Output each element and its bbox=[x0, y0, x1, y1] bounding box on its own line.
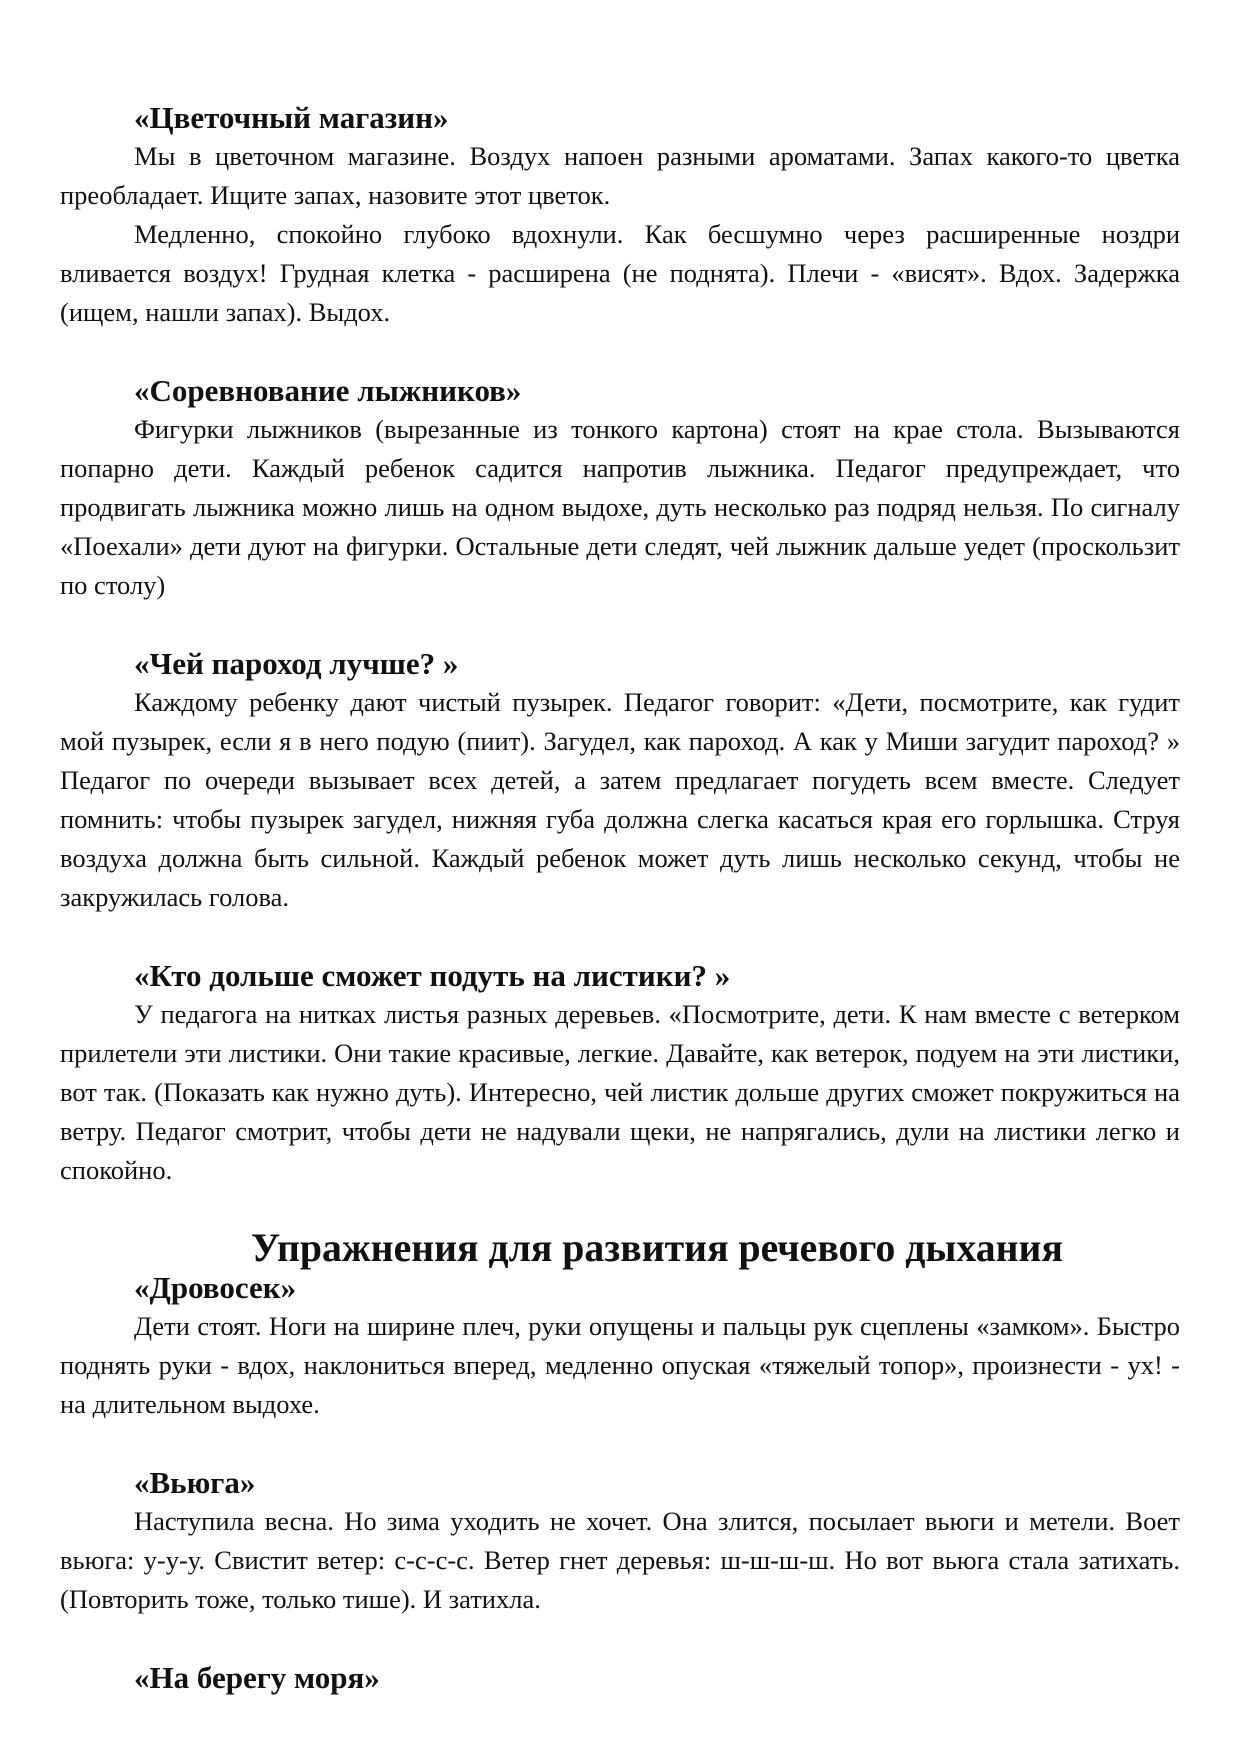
exercise-paragraph: Фигурки лыжников (вырезанные из тонкого картона) стоят на крае стола. Вызываются попарно дети. Каждый ребенок садится напротив лыжника. Педагог предупреждает, что продвигать лыжника можно лишь на одном выдохе, дуть несколько раз подряд нельзя. По сигналу «Поехали» дети дуют на фигурки. Остальные дети следят, чей лыжник дальше уедет (проскользит по столу) bbox=[60, 414, 1180, 600]
spacer bbox=[60, 1190, 1180, 1229]
exercise-title: «На берегу моря» bbox=[134, 1660, 380, 1695]
exercise-paragraph: Дети стоят. Ноги на ширине плеч, руки опущены и пальцы рук сцеплены «замком». Быстро поднять руки - вдох, наклониться вперед, медленно опуская «тяжелый топор», произнести - ух! - на длительном выдохе. bbox=[60, 1311, 1180, 1419]
section-title: Упражнения для развития речевого дыхания bbox=[251, 1226, 1063, 1270]
spacer bbox=[60, 1619, 1180, 1658]
exercise-paragraph: Каждому ребенку дают чистый пузырек. Педагог говорит: «Дети, посмотрите, как гудит мой пузырек, если я в него подую (пиит). Загудел, как пароход. А как у Миши загудит пароход? » Педагог по очереди вызывает всех детей, а затем предлагает погудеть всем вместе. Следует помнить: чтобы пузырек загудел, нижняя губа должна слегка касаться края его горлышка. Струя воздуха должна быть сильной. Каждый ребенок может дуть лишь несколько секунд, чтобы не закружилась голова. bbox=[60, 687, 1180, 912]
exercise-title: «Дровосек» bbox=[134, 1270, 297, 1305]
exercise-title: «Кто дольше сможет подуть на листики? » bbox=[134, 958, 731, 993]
spacer bbox=[60, 605, 1180, 644]
spacer bbox=[60, 332, 1180, 371]
exercise-paragraph: Мы в цветочном магазине. Воздух напоен разными ароматами. Запах какого-то цветка преобладает. Ищите запах, назовите этот цветок. bbox=[60, 141, 1180, 210]
exercise-paragraph: Наступила весна. Но зима уходить не хочет. Она злится, посылает вьюги и метели. Воет вьюга: у-у-у. Свистит ветер: с-с-с-с. Ветер гнет деревья: ш-ш-ш-ш. Но вот вьюга стала затихать. (Повторить тоже, только тише). И затихла. bbox=[60, 1506, 1180, 1614]
exercise-title: «Цветочный магазин» bbox=[134, 100, 449, 135]
exercise-title: «Соревнование лыжников» bbox=[134, 373, 522, 408]
exercise-title: «Чей пароход лучше? » bbox=[134, 646, 459, 681]
spacer bbox=[60, 1424, 1180, 1463]
exercise-paragraph: Медленно, спокойно глубоко вдохнули. Как бесшумно через расширенные ноздри вливается воздух! Грудная клетка - расширена (не поднята). Плечи - «висят». Вдох. Задержка (ищем, нашли запах). Выдох. bbox=[60, 219, 1180, 327]
exercise-title: «Вьюга» bbox=[134, 1465, 256, 1500]
exercise-paragraph: У педагога на нитках листья разных деревьев. «Посмотрите, дети. К нам вместе с ветерком прилетели эти листики. Они такие красивые, легкие. Давайте, как ветерок, подуем на эти листики, вот так. (Показать как нужно дуть). Интересно, чей листик дольше других сможет покружиться на ветру. Педагог смотрит, чтобы дети не надували щеки, не напрягались, дули на листики легко и спокойно. bbox=[60, 999, 1180, 1185]
spacer bbox=[60, 917, 1180, 956]
document-page bbox=[60, 98, 1180, 1697]
